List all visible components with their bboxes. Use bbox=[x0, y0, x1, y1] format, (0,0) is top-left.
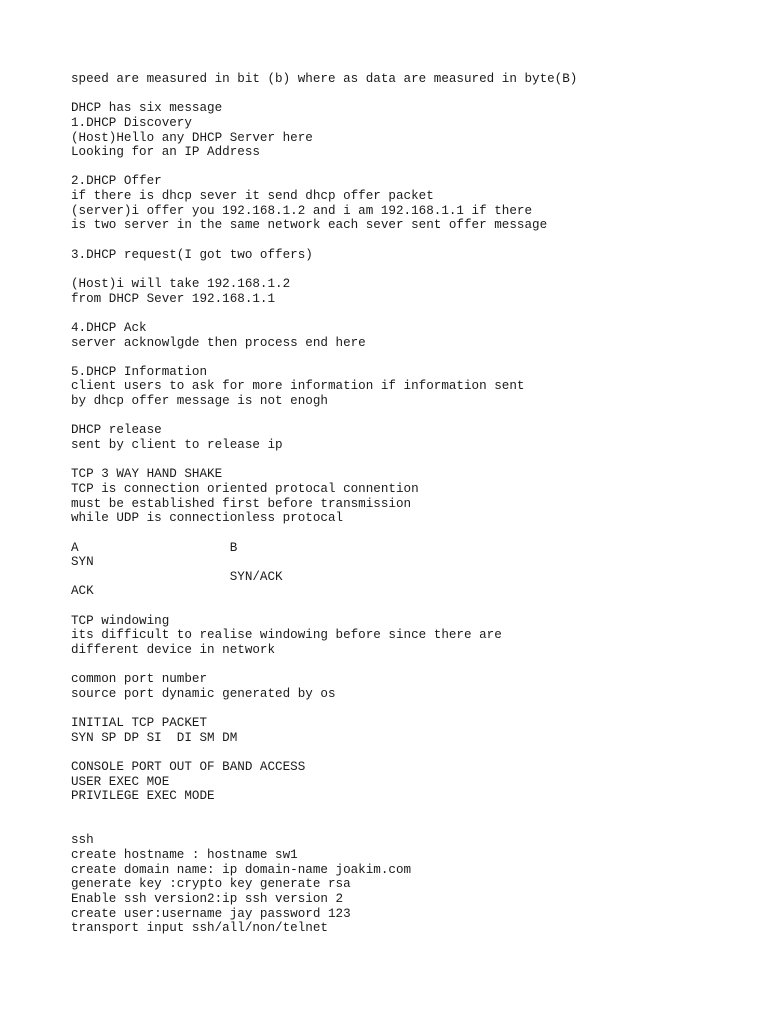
text-line: 1.DHCP Discovery bbox=[71, 115, 192, 130]
blank-line bbox=[71, 819, 577, 834]
text-line: create domain name: ip domain-name joakim.com bbox=[71, 862, 412, 877]
text-line: server acknowlgde then process end here bbox=[71, 335, 366, 350]
text-line: its difficult to realise windowing before since there are bbox=[71, 628, 502, 643]
text-line: transport input ssh/all/non/telnet bbox=[71, 921, 328, 936]
document-text bbox=[71, 72, 577, 936]
text-line: common port number bbox=[71, 672, 208, 687]
blank-line bbox=[71, 804, 577, 819]
text-line: (Host)i will take 192.168.1.2 bbox=[71, 276, 291, 291]
text-line: must be established first before transmission bbox=[71, 496, 412, 511]
text-line: USER EXEC MOE bbox=[71, 774, 170, 789]
text-line: Enable ssh version2:ip ssh version 2 bbox=[71, 891, 344, 906]
text-line: from DHCP Sever 192.168.1.1 bbox=[71, 291, 276, 306]
text-line: 5.DHCP Information bbox=[71, 364, 208, 379]
text-line: CONSOLE PORT OUT OF BAND ACCESS bbox=[71, 760, 306, 775]
text-line: source port dynamic generated by os bbox=[71, 686, 336, 701]
text-line: sent by client to release ip bbox=[71, 438, 283, 453]
text-line: INITIAL TCP PACKET bbox=[71, 716, 208, 731]
blank-line bbox=[71, 409, 577, 424]
text-line: by dhcp offer message is not enogh bbox=[71, 394, 328, 409]
blank-line bbox=[71, 453, 577, 468]
blank-line bbox=[71, 745, 577, 760]
text-line: ACK bbox=[71, 584, 94, 599]
text-line: 4.DHCP Ack bbox=[71, 320, 147, 335]
text-line: while UDP is connectionless protocal bbox=[71, 511, 344, 526]
text-line: PRIVILEGE EXEC MODE bbox=[71, 789, 215, 804]
blank-line bbox=[71, 160, 577, 175]
text-line: DHCP release bbox=[71, 423, 162, 438]
text-line: is two server in the same network each sever sent offer message bbox=[71, 218, 548, 233]
text-line: Looking for an IP Address bbox=[71, 145, 260, 160]
blank-line bbox=[71, 526, 577, 541]
text-line: SYN bbox=[71, 555, 94, 570]
blank-line bbox=[71, 599, 577, 614]
blank-line bbox=[71, 233, 577, 248]
text-line: SYN/ACK bbox=[71, 569, 283, 584]
text-line: (server)i offer you 192.168.1.2 and i am 192.168.1.1 if there bbox=[71, 203, 533, 218]
text-line: speed are measured in bit (b) where as data are measured in byte(B) bbox=[71, 72, 578, 86]
text-line: create user:username jay password 123 bbox=[71, 906, 351, 921]
text-line: 3.DHCP request(I got two offers) bbox=[71, 247, 313, 262]
text-line: ssh bbox=[71, 833, 94, 848]
text-line: create hostname : hostname sw1 bbox=[71, 847, 298, 862]
text-line: TCP is connection oriented protocal connention bbox=[71, 481, 419, 496]
text-line: A B bbox=[71, 540, 238, 555]
blank-line bbox=[71, 350, 577, 365]
text-line: client users to ask for more information if information sent bbox=[71, 379, 525, 394]
text-line: if there is dhcp sever it send dhcp offer packet bbox=[71, 189, 434, 204]
text-line: generate key :crypto key generate rsa bbox=[71, 877, 351, 892]
blank-line bbox=[71, 702, 577, 717]
text-line: TCP windowing bbox=[71, 613, 170, 628]
blank-line bbox=[71, 87, 577, 102]
blank-line bbox=[71, 262, 577, 277]
text-line: DHCP has six message bbox=[71, 101, 223, 116]
blank-line bbox=[71, 306, 577, 321]
blank-line bbox=[71, 658, 577, 673]
text-line: TCP 3 WAY HAND SHAKE bbox=[71, 467, 223, 482]
text-line: 2.DHCP Offer bbox=[71, 174, 162, 189]
text-line: different device in network bbox=[71, 642, 276, 657]
text-line: (Host)Hello any DHCP Server here bbox=[71, 130, 313, 145]
text-line: SYN SP DP SI DI SM DM bbox=[71, 730, 238, 745]
